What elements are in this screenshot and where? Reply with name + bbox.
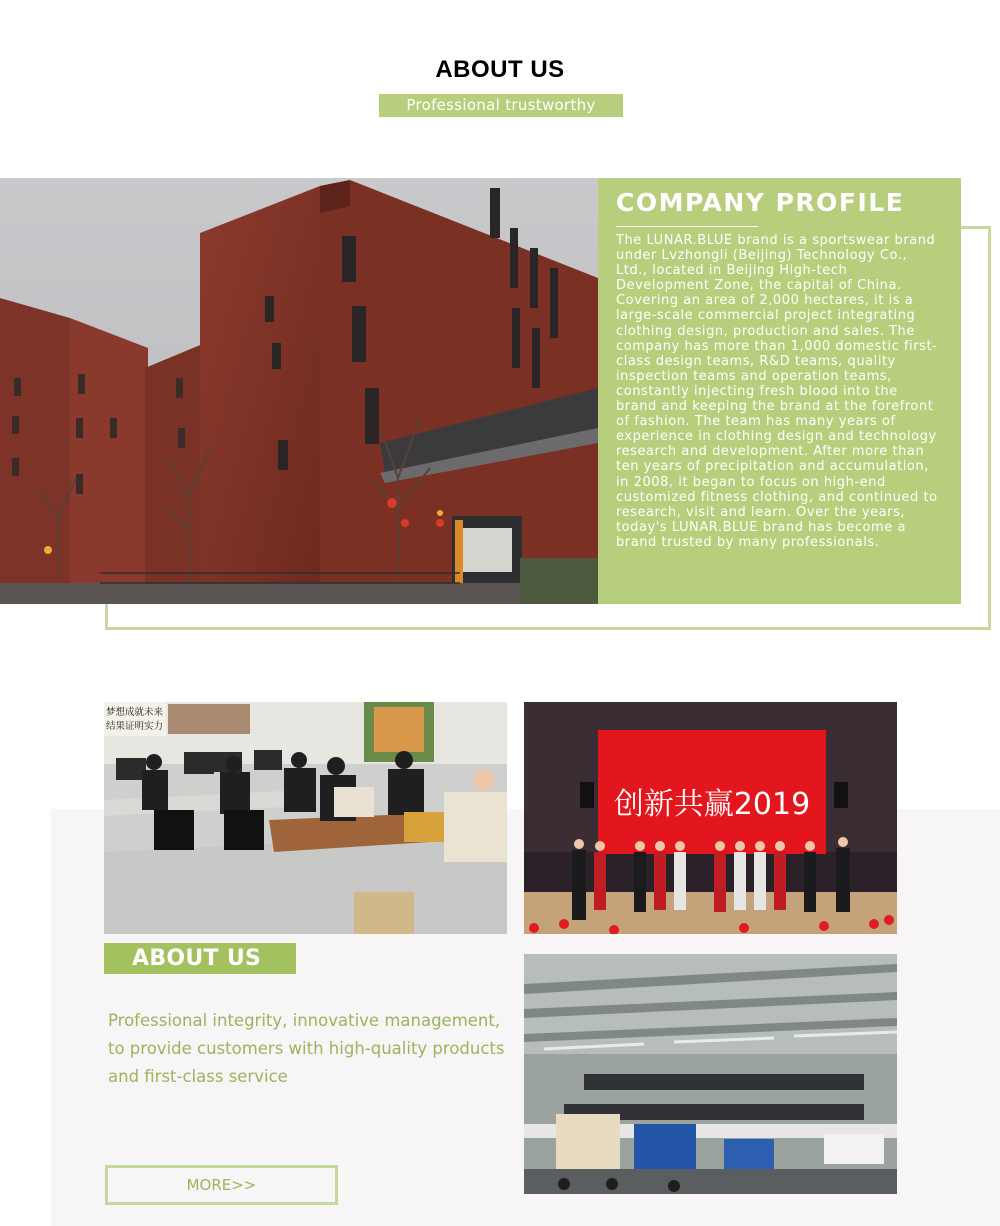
office-wall-slogan-2: 结果证明实力 bbox=[106, 721, 164, 732]
stage-screen-text: 创新共赢2019 bbox=[613, 787, 811, 822]
about-us-label: ABOUT US bbox=[104, 943, 296, 974]
more-button[interactable]: MORE>> bbox=[105, 1165, 338, 1205]
factory-workshop-photo bbox=[524, 954, 897, 1194]
office-photo bbox=[104, 702, 507, 934]
company-profile-text: The LUNAR.BLUE brand is a sportswear brand under Lvzhongli (Beijing) Technology Co., Ltd., located in Beijing High-tech Development Zone, the capital of China. Covering an area of 2,000 hectares, it is a large-scale commercial project integrating clothing design, production and sales. The company has more than 1,000 domestic first-class design teams, R&D teams, quality inspection teams and operation teams, constantly injecting fresh blood into the brand and keeping the brand at the forefront of fashion. The team has many years of experience in clothing design and technology research and development. After more than ten years of precipitation and accumulation, in 2008, it began to focus on high-end customized fitness clothing, and continued to research, visit and learn. Over the years, today's LUNAR.BLUE brand has become a brand trusted by many professionals. bbox=[616, 233, 938, 550]
title-divider bbox=[616, 226, 758, 227]
office-wall-slogan-1: 梦想成就未来 bbox=[106, 707, 164, 718]
page-title: ABOUT US bbox=[435, 56, 565, 83]
about-us-description: Professional integrity, innovative management, to provide customers with high-quality products and first-class service bbox=[108, 1011, 505, 1086]
annual-meeting-photo bbox=[524, 702, 897, 934]
company-profile-title: COMPANY PROFILE bbox=[616, 188, 905, 217]
company-profile-panel bbox=[598, 178, 961, 604]
company-building-photo bbox=[0, 178, 598, 604]
page-subtitle-badge: Professional trustworthy bbox=[379, 94, 623, 117]
